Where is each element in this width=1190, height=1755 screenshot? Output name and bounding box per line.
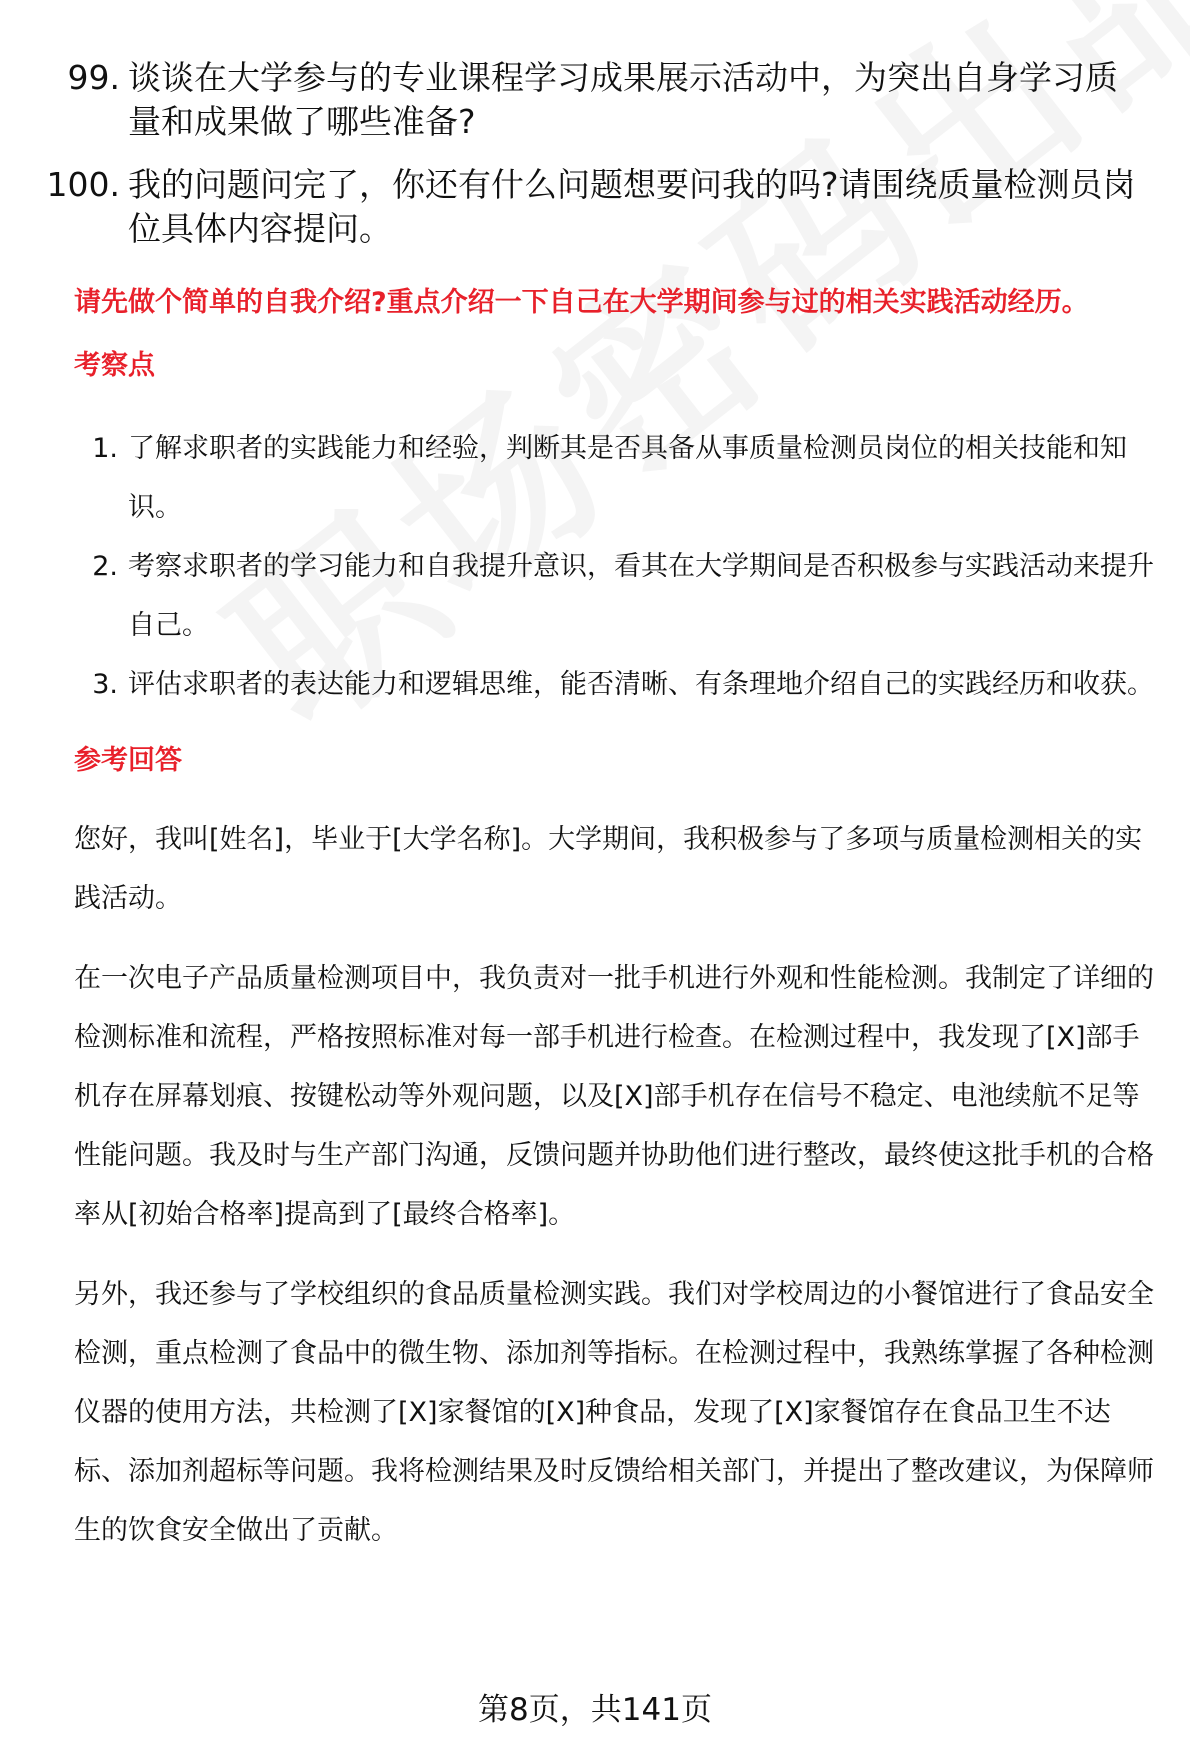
- exam-point-item: [74, 419, 1160, 537]
- exam-point-number: 3.: [92, 669, 118, 700]
- exam-point-item: [74, 655, 1160, 714]
- exam-point-text: 评估求职者的表达能力和逻辑思维，能否清晰、有条理地介绍自己的实践经历和收获。: [128, 669, 1154, 700]
- featured-question: 请先做个简单的自我介绍?重点介绍一下自己在大学期间参与过的相关实践活动经历。: [74, 287, 1089, 318]
- answer-paragraph: 另外，我还参与了学校组织的食品质量检测实践。我们对学校周边的小餐馆进行了食品安全检测，重点检测了食品中的微生物、添加剂等指标。在检测过程中，我熟练掌握了各种检测仪器的使用方法，共检测了[X]家餐馆的[X]种食品，发现了[X]家餐馆存在食品卫生不达标、添加剂超标等问题。我将检测结果及时反馈给相关部门，并提出了整改建议，为保障师生的饮食安全做出了贡献。: [74, 1279, 1154, 1546]
- reference-answer-label: 参考回答: [74, 745, 182, 776]
- question-text: 谈谈在大学参与的专业课程学习成果展示活动中，为突出自身学习质量和成果做了哪些准备?: [128, 58, 1118, 141]
- question-list: [40, 56, 1150, 270]
- answer-paragraph: 您好，我叫[姓名]，毕业于[大学名称]。大学期间，我积极参与了多项与质量检测相关的实践活动。: [74, 824, 1143, 914]
- question-number: 99.: [67, 58, 120, 97]
- question-text: 我的问题问完了，你还有什么问题想要问我的吗?请围绕质量检测员岗位具体内容提问。: [128, 165, 1136, 248]
- answer-section: [74, 284, 1160, 1560]
- question-item: [40, 56, 1150, 144]
- page-footer: 第8页，共141页: [478, 1692, 712, 1728]
- question-item: [40, 163, 1150, 251]
- exam-point-item: [74, 537, 1160, 655]
- exam-point-number: 2.: [92, 551, 118, 582]
- exam-points-list: [74, 419, 1160, 714]
- exam-point-text: 了解求职者的实践能力和经验，判断其是否具备从事质量检测员岗位的相关技能和知识。: [128, 433, 1127, 523]
- exam-points-label: 考察点: [74, 350, 155, 381]
- answer-paragraph: 在一次电子产品质量检测项目中，我负责对一批手机进行外观和性能检测。我制定了详细的检测标准和流程，严格按照标准对每一部手机进行检查。在检测过程中，我发现了[X]部手机存在屏幕划痕、按键松动等外观问题，以及[X]部手机存在信号不稳定、电池续航不足等性能问题。我及时与生产部门沟通，反馈问题并协助他们进行整改，最终使这批手机的合格率从[初始合格率]提高到了[最终合格率]。: [74, 963, 1154, 1230]
- exam-point-text: 考察求职者的学习能力和自我提升意识，看其在大学期间是否积极参与实践活动来提升自己。: [128, 551, 1154, 641]
- exam-point-number: 1.: [92, 433, 118, 464]
- question-number: 100.: [46, 165, 120, 204]
